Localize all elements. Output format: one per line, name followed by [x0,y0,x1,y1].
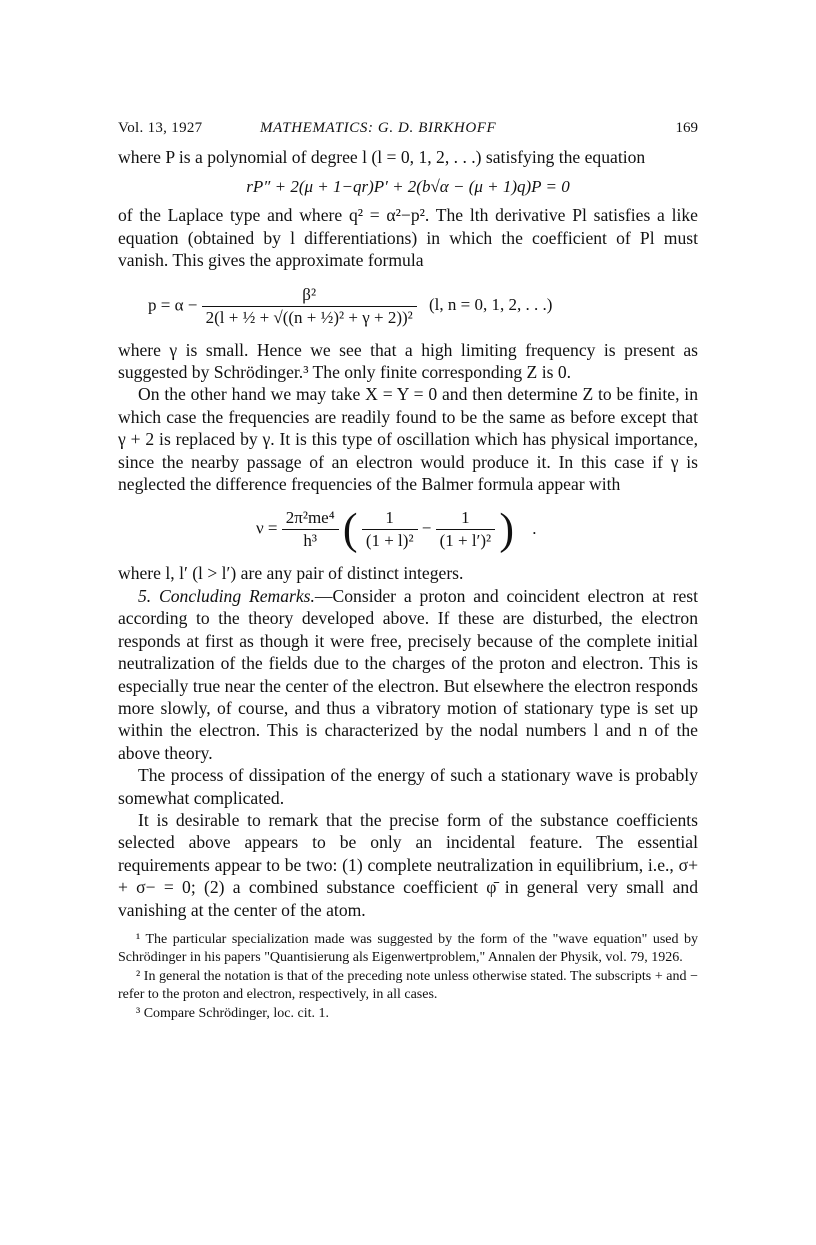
running-title: MATHEMATICS: G. D. BIRKHOFF [260,120,497,136]
footnotes [118,931,698,1023]
page-number: 169 [675,120,698,136]
fraction [362,507,418,552]
fraction [202,284,417,329]
fraction [436,507,495,552]
paragraph: It is desirable to remark that the precise form of the substance coefficients selected above appears to be only an incidental feature. The essential requirements appear to be two: (1) complete neutralization in equilibrium, i.e., σ+ + σ− = 0; (2) a combined substance coefficient φ̄ in general very small and vanishing at the center of the atom. [118,809,698,920]
fraction-numerator: 1 [385,508,394,528]
paragraph: where P is a polynomial of degree l (l = 0, 1, 2, . . .) satisfying the equation [118,147,646,167]
equation-condition: (l, n = 0, 1, 2, . . .) [429,295,553,315]
fraction-numerator: β² [302,284,317,304]
fraction-denominator: h³ [282,529,339,552]
equation-lhs: p = α − [148,295,198,315]
section-heading: 5. Concluding Remarks. [138,585,315,606]
paragraph: On the other hand we may take X = Y = 0 and then determine Z to be finite, in which case the frequencies are readily found to be the same as before except that γ + 2 is replaced by γ. It is this type of oscillation which has physical importance, since the nearby passage of an electron would produce it. In this case if γ is neglected the difference frequencies of the Balmer formula appear with [118,384,698,495]
paragraph: where γ is small. Hence we see that a high limiting frequency is present as suggested by Schrödinger.³ The only finite corresponding Z is 0. [118,339,698,383]
left-paren: ( [342,504,358,554]
fraction-denominator: (1 + l)² [362,529,418,552]
fraction [282,507,339,552]
fraction-denominator: (1 + l′)² [436,529,495,552]
volume-label: Vol. 13, 1927 [118,120,203,136]
footnote-2: ² In general the notation is that of the preceding note unless otherwise stated. The subscripts + and − refer to the proton and electron, respectively, in all cases. [118,968,698,1003]
minus-sign: − [421,518,432,538]
equation-frequency [148,284,698,329]
paragraph-body: —Consider a proton and coincident electron at rest according to the theory developed above. If these are disturbed, the electron responds at first as though it were free, precisely because of the complete initial neutralization of the fields due to the charges of the proton and electron. This is especially true near the center of the electron. But elsewhere the electron responds more slowly, of course, and thus a vibratory motion of stationary type is set up within the electron. This is characterized by the nodal numbers l and n of the above theory. [118,585,699,763]
paragraph-concluding [118,585,698,764]
page [118,118,698,1023]
equation-laplace: rP″ + 2(μ + 1−qr)P′ + 2(b√α − (μ + 1)q)P = 0 [246,177,570,197]
paragraph: of the Laplace type and where q² = α²−p². The lth derivative Pl satisfies a like equation (obtained by l differentiations) in which the coefficient of Pl must vanish. This gives the approximate formula [118,205,698,271]
footnote-1: ¹ The particular specialization made was suggested by the form of the "wave equation" used by Schrödinger in his papers "Quantisierung als Eigenwertproblem," Annalen der Physik, vol. 79, 1926. [118,931,698,966]
fraction-denominator: 2(l + ½ + √((n + ½)² + γ + 2))² [202,306,417,329]
equation-balmer [256,504,698,554]
equation-lhs: ν = [256,518,278,538]
fraction-numerator: 2π²me⁴ [285,508,335,528]
equation-period: . [532,518,537,538]
paragraph: where l, l′ (l > l′) are any pair of distinct integers. [118,563,464,584]
footnote-3: ³ Compare Schrödinger, loc. cit. 1. [136,1005,329,1021]
fraction-numerator: 1 [461,508,470,528]
paragraph: The process of dissipation of the energy of such a stationary wave is probably somewhat complicated. [118,765,698,808]
right-paren: ) [499,504,514,554]
running-header [118,118,698,146]
